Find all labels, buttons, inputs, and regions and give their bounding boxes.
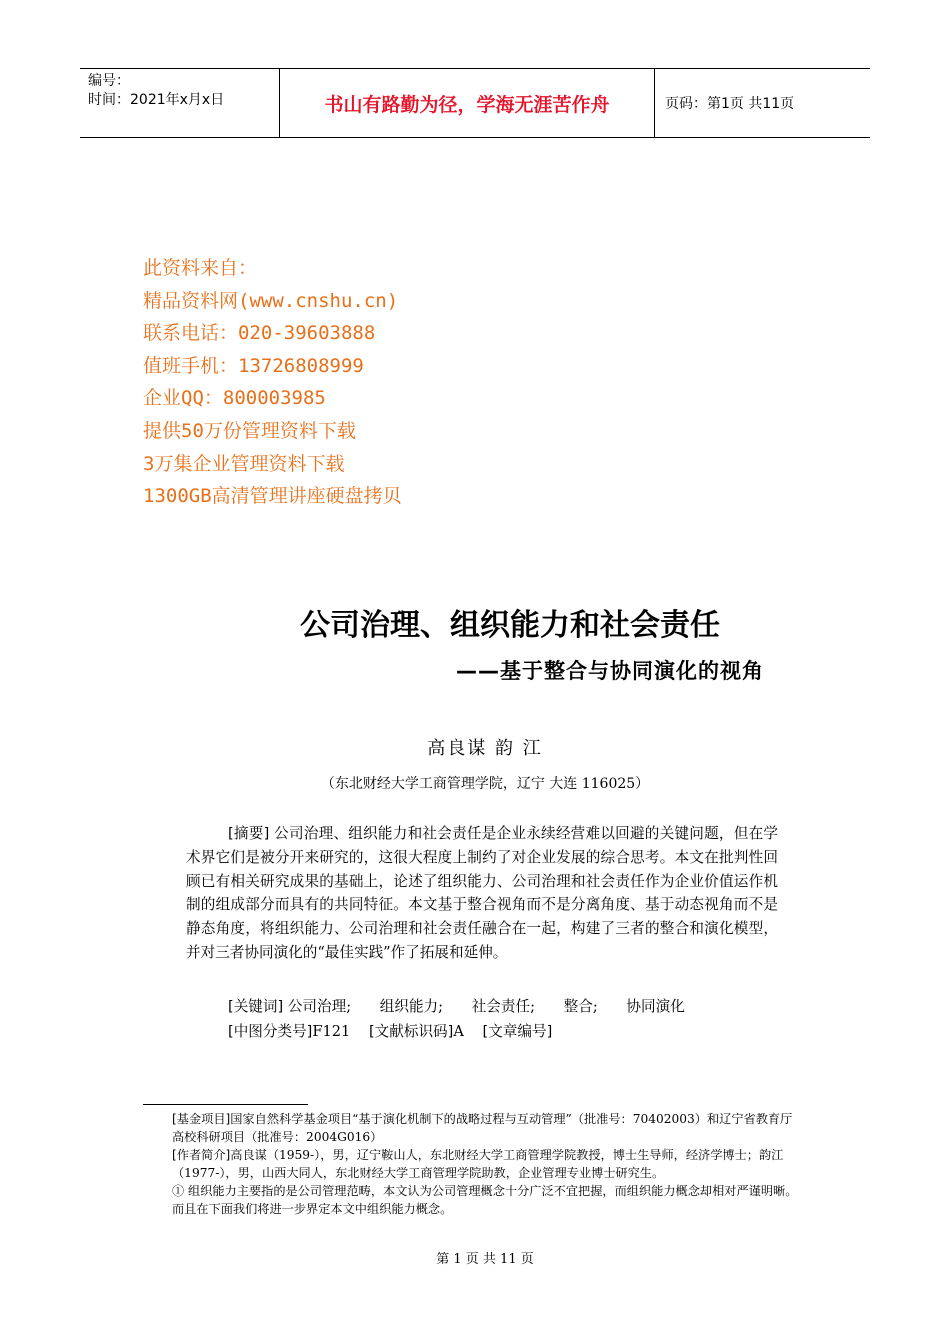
- number-label: 编号：: [88, 73, 130, 89]
- keyword: 整合;: [563, 998, 598, 1015]
- clc-value: F121: [312, 1023, 351, 1040]
- keywords-label: [关键词]: [228, 998, 284, 1015]
- authors: 高良谋 韵 江: [427, 738, 543, 759]
- time-label: 时间：2021年x月x日: [88, 92, 225, 108]
- affiliation: （东北财经大学工商管理学院，辽宁 大连 116025）: [320, 776, 650, 792]
- promo-line: 企业QQ：800003985: [143, 387, 326, 410]
- motto: 书山有路勤为径，学海无涯苦作舟: [280, 69, 655, 137]
- promo-line: 值班手机：13726808999: [143, 354, 364, 377]
- promo-line: 精品资料网(www.cnshu.cn): [143, 289, 399, 312]
- abstract-text: 公司治理、组织能力和社会责任是企业永续经营难以回避的关键问题，但在学术界它们是被分开来研究的，这很大程度上制约了对企业发展的综合思考。本文在批判性回顾已有相关研究成果的基础上，论述了组织能力、公司治理和社会责任作为企业价值运作机制的组成部分而具有的共同特征。本文基于整合视角而不是分离角度、基于动态视角而不是静态角度，将组织能力、公司治理和社会责任融合在一起，构建了三者的整合和演化模型，并对三者协同演化的“最佳实践”作了拓展和延伸。: [186, 825, 778, 961]
- doc-code-label: [文献标识码]: [368, 1023, 454, 1040]
- keyword: 组织能力;: [379, 998, 444, 1015]
- footnote-fund: [172, 1110, 798, 1146]
- keyword: 协同演化: [626, 998, 685, 1015]
- fund-text: 国家自然科学基金项目“基于演化机制下的战略过程与互动管理”（批准号：70402003）和辽宁省教育厅高校科研项目（批准号：2004G016）: [172, 1112, 793, 1144]
- page-code: 页码：第1页 共11页: [665, 96, 795, 112]
- header-table: [80, 68, 870, 138]
- keyword: 公司治理;: [287, 998, 352, 1015]
- article-subtitle: ——基于整合与协同演化的视角: [456, 659, 764, 683]
- keywords-row: [228, 995, 709, 1016]
- footnote-1: ① 组织能力主要指的是公司管理范畴，本文认为公司管理概念十分广泛不宜把握，而组织能力概念却相对严谨明晰。而且在下面我们将进一步界定本文中组织能力概念。: [172, 1184, 798, 1216]
- author-text: 高良谋（1959-），男，辽宁鞍山人，东北财经大学工商管理学院教授，博士生导师，经济学博士；韵江（1977-），男，山西大同人，东北财经大学工商管理学院助教，企业管理专业博士研究生。: [172, 1148, 784, 1180]
- classification-row: [228, 1020, 566, 1041]
- article-title: 公司治理、组织能力和社会责任: [300, 608, 720, 643]
- footnote-author: [172, 1146, 798, 1182]
- footnote-divider: [143, 1104, 308, 1105]
- article-no-label: [文章编号]: [482, 1023, 553, 1040]
- footnotes: [172, 1110, 798, 1218]
- promo-line: 联系电话：020-39603888: [143, 322, 376, 345]
- page-footer: 第 1 页 共 11 页: [436, 1252, 534, 1267]
- promo-line: 此资料来自：: [143, 257, 258, 279]
- author-label: [作者简介]: [172, 1148, 231, 1162]
- promo-line: 1300GB高清管理讲座硬盘拷贝: [143, 485, 402, 508]
- abstract: [186, 822, 778, 965]
- header-left-cell: [80, 69, 280, 137]
- promo-block: [143, 252, 402, 513]
- keyword: 社会责任;: [471, 998, 535, 1015]
- promo-line: 3万集企业管理资料下载: [143, 452, 345, 475]
- fund-label: [基金项目]: [172, 1112, 231, 1126]
- doc-code-value: A: [453, 1023, 464, 1040]
- promo-line: 提供50万份管理资料下载: [143, 419, 356, 442]
- clc-label: [中图分类号]: [228, 1023, 313, 1040]
- abstract-label: [摘要]: [228, 825, 270, 842]
